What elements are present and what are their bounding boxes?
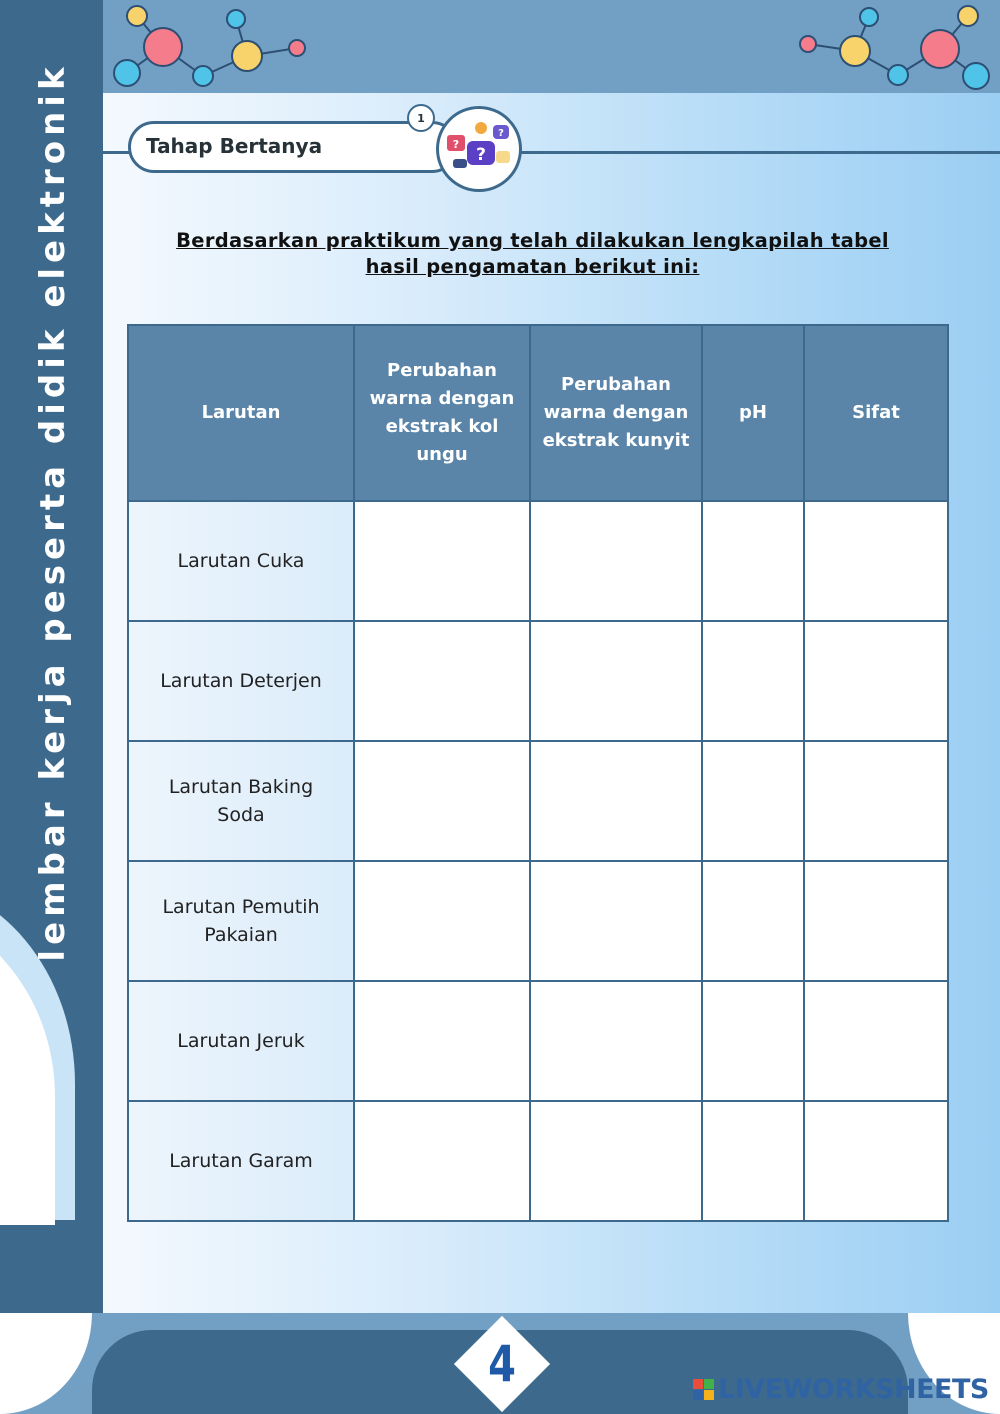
answer-sifat[interactable]	[804, 621, 948, 741]
step-number-badge: 1	[407, 104, 435, 132]
table-row	[128, 981, 948, 1101]
svg-text:?: ?	[498, 128, 504, 139]
section-title: Tahap Bertanya	[146, 134, 323, 158]
header-kunyit: Perubahan warna dengan ekstrak kunyit	[530, 325, 702, 501]
answer-ph[interactable]	[702, 741, 804, 861]
svg-text:?: ?	[476, 145, 486, 165]
answer-sifat[interactable]	[804, 981, 948, 1101]
header-ph: pH	[702, 325, 804, 501]
sidebar-vertical-title: lembar kerja peserta didik elektronik	[33, 62, 73, 962]
row-label: Larutan Deterjen	[128, 621, 354, 741]
row-label: Larutan Cuka	[128, 501, 354, 621]
table-row	[128, 861, 948, 981]
table-row	[128, 1101, 948, 1221]
header-larutan: Larutan	[128, 325, 354, 501]
answer-kol-ungu[interactable]	[354, 741, 530, 861]
header-sifat: Sifat	[804, 325, 948, 501]
answer-ph[interactable]	[702, 501, 804, 621]
section-icon-frame	[436, 106, 522, 192]
watermark-text: LIVEWORKSHEETS	[718, 1373, 989, 1405]
answer-kol-ungu[interactable]	[354, 501, 530, 621]
table-row	[128, 621, 948, 741]
answer-kunyit[interactable]	[530, 501, 702, 621]
section-divider-left	[103, 151, 129, 154]
header-kol-ungu: Perubahan warna dengan ekstrak kol ungu	[354, 325, 530, 501]
answer-ph[interactable]	[702, 981, 804, 1101]
answer-sifat[interactable]	[804, 501, 948, 621]
sidebar	[0, 0, 103, 1414]
observation-table	[127, 324, 949, 1222]
section-divider-right	[520, 151, 1000, 154]
answer-kunyit[interactable]	[530, 741, 702, 861]
answer-sifat[interactable]	[804, 861, 948, 981]
row-label: Larutan Baking Soda	[128, 741, 354, 861]
answer-ph[interactable]	[702, 1101, 804, 1221]
table-row	[128, 501, 948, 621]
molecule-decoration-right-icon	[790, 0, 1000, 93]
row-label: Larutan Jeruk	[128, 981, 354, 1101]
answer-kol-ungu[interactable]	[354, 1101, 530, 1221]
liveworksheets-logo-icon	[693, 1379, 714, 1400]
row-label: Larutan Garam	[128, 1101, 354, 1221]
answer-kunyit[interactable]	[530, 1101, 702, 1221]
answer-ph[interactable]	[702, 861, 804, 981]
answer-sifat[interactable]	[804, 1101, 948, 1221]
answer-kol-ungu[interactable]	[354, 621, 530, 741]
table-row	[128, 741, 948, 861]
page-number: 4	[488, 1335, 516, 1393]
svg-text:?: ?	[452, 138, 460, 151]
answer-kol-ungu[interactable]	[354, 981, 530, 1101]
question-chat-icon	[439, 109, 519, 189]
row-label: Larutan Pemutih Pakaian	[128, 861, 354, 981]
liveworksheets-watermark[interactable]	[693, 1372, 989, 1406]
answer-kunyit[interactable]	[530, 981, 702, 1101]
answer-kunyit[interactable]	[530, 861, 702, 981]
answer-ph[interactable]	[702, 621, 804, 741]
answer-kunyit[interactable]	[530, 621, 702, 741]
molecule-decoration-left-icon	[105, 0, 320, 93]
table-header-row	[128, 325, 948, 501]
instruction-text: Berdasarkan praktikum yang telah dilakukan lengkapilah tabel hasil pengamatan berikut ini:	[176, 229, 889, 278]
answer-sifat[interactable]	[804, 741, 948, 861]
answer-kol-ungu[interactable]	[354, 861, 530, 981]
